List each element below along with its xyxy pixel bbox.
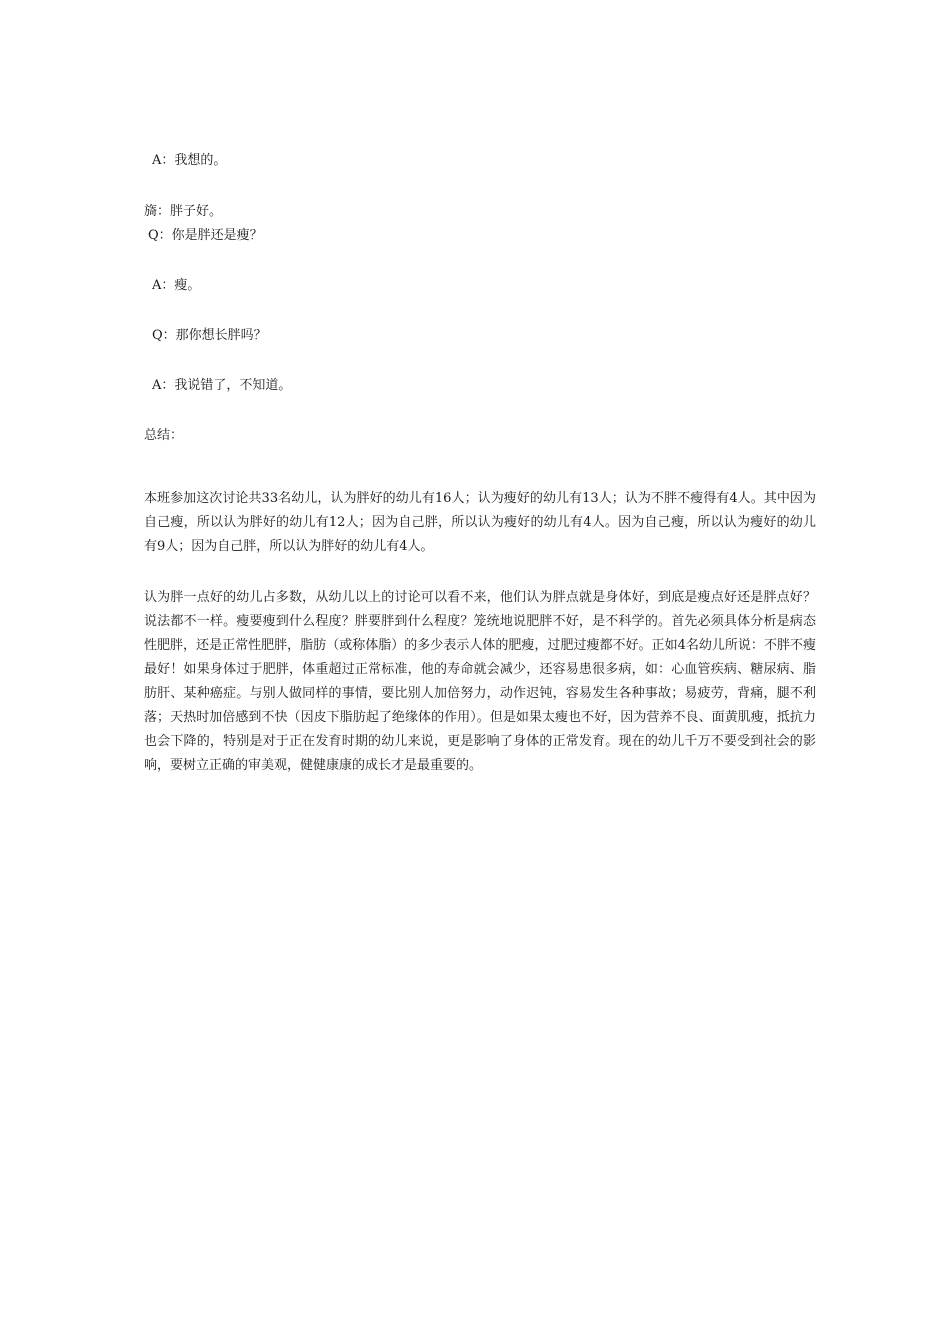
summary-heading: 总结： — [144, 428, 184, 443]
dialog-answer-1: A：我想的。 — [152, 153, 227, 168]
dialog-question-1: Q：你是胖还是瘦？ — [148, 228, 263, 243]
dialog-answer-2: A：瘦。 — [152, 278, 201, 293]
summary-paragraph-analysis: 认为胖一点好的幼儿占多数，从幼儿以上的讨论可以看不来，他们认为胖点就是身体好，到底是瘦点好还是胖点好？说法都不一样。瘦要瘦到什么程度？胖要胖到什么程度？笼统地说肥胖不好，是不科学的。首先必须具体分析是病态性肥胖，还是正常性肥胖，脂肪（或称体脂）的多少表示人体的肥瘦，过肥过瘦都不好。正如4名幼儿所说：不胖不瘦最好！如果身体过于肥胖，体重超过正常标准，他的寿命就会减少，还容易患很多病，如：心血管疾病、糖尿病、脂肪肝、某种癌症。与别人做同样的事情，要比别人加倍努力，动作迟钝，容易发生各种事故；易疲劳，背痛，腿不利落；天热时加倍感到不快（因皮下脂肪起了绝缘体的作用）。但是如果太瘦也不好，因为营养不良、面黄肌瘦，抵抗力也会下降的，特别是对于正在发育时期的幼儿来说，更是影响了身体的正常发育。现在的幼儿千万不要受到社会的影响，要树立正确的审美观，健健康康的成长才是最重要的。 — [144, 590, 816, 773]
summary-paragraph-statistics: 本班参加这次讨论共33名幼儿，认为胖好的幼儿有16人；认为瘦好的幼儿有13人；认为不胖不瘦得有4人。其中因为自己瘦，所以认为胖好的幼儿有12人；因为自己胖，所以认为瘦好的幼儿有4人。因为自己瘦，所以认为瘦好的幼儿有9人；因为自己胖，所以认为胖好的幼儿有4人。 — [144, 491, 816, 554]
dialog-answer-3: A：我说错了，不知道。 — [152, 378, 292, 393]
dialog-question-2: Q：那你想长胖吗？ — [152, 328, 267, 343]
dialog-note: 旖：胖子好。 — [144, 204, 223, 219]
